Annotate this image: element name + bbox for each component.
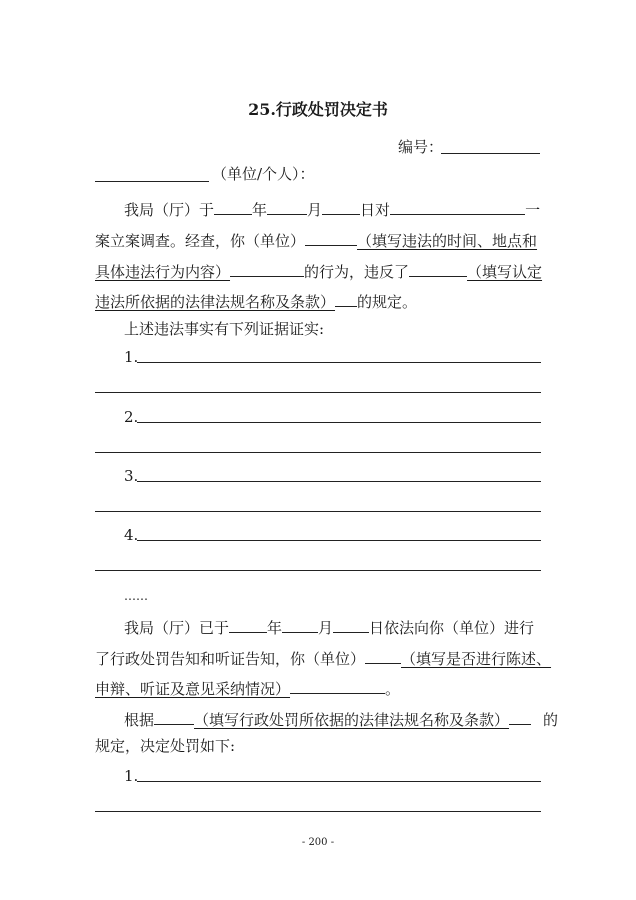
p3-basis-field-2[interactable] bbox=[509, 709, 531, 725]
p2-month-field[interactable] bbox=[282, 617, 318, 633]
evidence-item-line[interactable] bbox=[137, 422, 541, 423]
p1-day-field[interactable] bbox=[322, 199, 360, 215]
decision-item-continuation[interactable] bbox=[95, 811, 541, 812]
p1-month-label: 月 bbox=[307, 201, 323, 219]
paragraph-1-line-4 bbox=[95, 291, 417, 310]
paragraph-1-line-3 bbox=[95, 261, 542, 280]
paragraph-1-line-2 bbox=[95, 230, 537, 249]
p2-hint-3a: （填写是否进行陈述、 bbox=[401, 650, 552, 668]
p1-text-b: 案立案调查。经查，你（单位） bbox=[95, 232, 306, 250]
number-label: 编号： bbox=[398, 138, 444, 156]
p1-text-c: 的行为，违反了 bbox=[304, 263, 410, 281]
p1-day-label: 日对 bbox=[360, 201, 391, 219]
p1-law-field[interactable] bbox=[409, 261, 467, 277]
p1-hint-2a: （填写认定 bbox=[467, 263, 543, 281]
p2-text-c: 了行政处罚告知和听证告知，你（单位） bbox=[95, 650, 366, 668]
evidence-item-continuation[interactable] bbox=[95, 452, 541, 453]
p1-facts-field-2[interactable] bbox=[230, 261, 304, 277]
p2-text-b: 日依法向你（单位）进行 bbox=[369, 619, 535, 637]
evidence-item-label: 2. bbox=[124, 408, 139, 426]
number-field[interactable] bbox=[441, 153, 540, 154]
p1-yi: 一 bbox=[525, 201, 541, 219]
ellipsis: …… bbox=[124, 589, 148, 603]
p3-basis-field[interactable] bbox=[154, 709, 194, 725]
paragraph-3-line-2: 规定，决定处罚如下: bbox=[95, 737, 236, 755]
paragraph-1-line-1 bbox=[124, 199, 540, 218]
p1-year-field[interactable] bbox=[214, 199, 252, 215]
addressee-field[interactable] bbox=[95, 181, 209, 182]
paragraph-3-line-1 bbox=[124, 709, 558, 728]
p2-statement-field[interactable] bbox=[365, 648, 401, 664]
p1-hint-1a: （填写违法的时间、地点和 bbox=[357, 232, 538, 250]
p1-law-field-2[interactable] bbox=[335, 291, 357, 307]
p1-month-field[interactable] bbox=[267, 199, 307, 215]
paragraph-2-line-3 bbox=[95, 678, 400, 697]
p2-month-label: 月 bbox=[318, 619, 334, 637]
evidence-item-line[interactable] bbox=[137, 362, 541, 363]
paragraph-2-line-2 bbox=[95, 648, 551, 667]
p2-text-a: 我局（厅）已于 bbox=[124, 619, 230, 637]
evidence-intro: 上述违法事实有下列证据证实: bbox=[124, 320, 325, 338]
p2-day-field[interactable] bbox=[333, 617, 369, 633]
decision-item-line[interactable] bbox=[137, 781, 541, 782]
p2-year-field[interactable] bbox=[229, 617, 267, 633]
p2-year-label: 年 bbox=[267, 619, 283, 637]
addressee-suffix: （单位/个人）： bbox=[212, 165, 315, 183]
p1-hint-1b: 具体违法行为内容） bbox=[95, 263, 231, 281]
evidence-item-line[interactable] bbox=[137, 481, 541, 482]
p3-text-a: 根据 bbox=[124, 711, 155, 729]
evidence-item-continuation[interactable] bbox=[95, 392, 541, 393]
p2-end: 。 bbox=[385, 680, 401, 698]
p1-year-label: 年 bbox=[252, 201, 268, 219]
p1-party-field[interactable] bbox=[390, 199, 525, 215]
p1-hint-2b: 违法所依据的法律法规名称及条款） bbox=[95, 293, 336, 311]
paragraph-2-line-1 bbox=[124, 617, 534, 636]
evidence-item-line[interactable] bbox=[137, 540, 541, 541]
decision-item-label: 1. bbox=[124, 767, 139, 785]
evidence-item-label: 1. bbox=[124, 348, 139, 366]
evidence-item-continuation[interactable] bbox=[95, 511, 541, 512]
p2-statement-field-2[interactable] bbox=[290, 678, 385, 694]
document-title: 25.行政处罚决定书 bbox=[248, 100, 388, 119]
p3-hint-4: （填写行政处罚所依据的法律法规名称及条款） bbox=[194, 711, 510, 729]
evidence-item-continuation[interactable] bbox=[95, 570, 541, 571]
p3-text-b: 的 bbox=[543, 711, 559, 729]
p1-text-d: 的规定。 bbox=[357, 293, 418, 311]
p2-hint-3b: 申辩、听证及意见采纳情况） bbox=[95, 680, 291, 698]
page-number: - 200 - bbox=[301, 837, 335, 848]
evidence-item-label: 4. bbox=[124, 526, 139, 544]
p1-facts-field[interactable] bbox=[305, 230, 357, 246]
p1-text-a: 我局（厅）于 bbox=[124, 201, 215, 219]
evidence-item-label: 3. bbox=[124, 467, 139, 485]
